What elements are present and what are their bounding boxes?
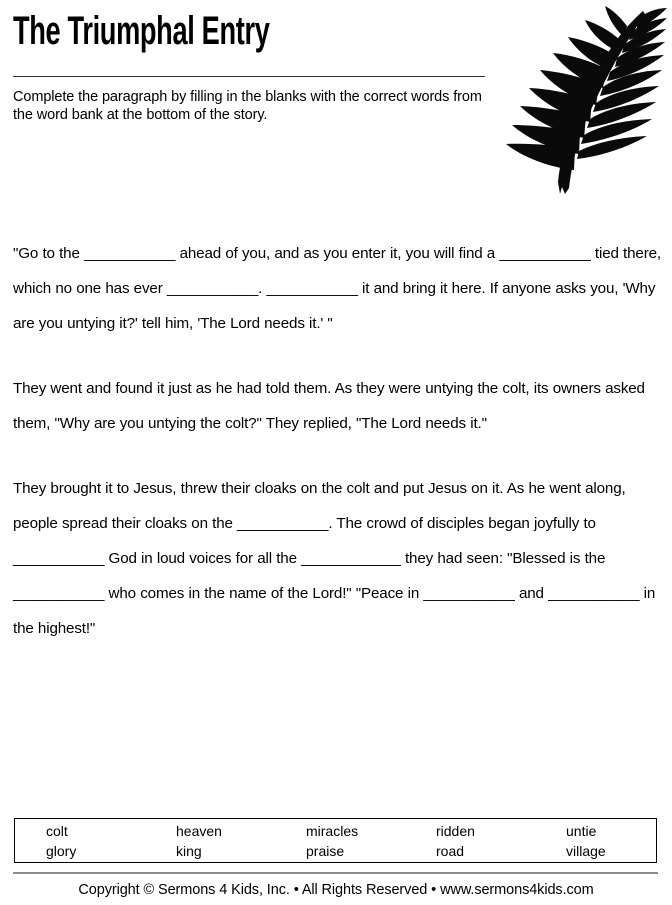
word-bank-word: praise — [306, 842, 345, 859]
word-bank — [14, 818, 657, 863]
word-bank-column — [46, 821, 176, 861]
word-bank-word: road — [436, 842, 465, 859]
worksheet-header — [13, 8, 485, 123]
story-body — [13, 236, 663, 646]
word-bank-word: village — [566, 842, 606, 859]
word-bank-column — [176, 821, 306, 861]
instructions-text: Complete the paragraph by filling in the blanks with the correct words from the word bank at the bottom of the story. — [13, 89, 482, 123]
word-bank-word: untie — [566, 822, 597, 839]
story-paragraph: "Go to the ___________ ahead of you, and as you enter it, you will find a ___________ tied there, which no one has ever ___________. ___________ it and bring it here. If anyone asks you, 'Why are you untying it?' tell him, 'The Lord needs it.' " — [13, 245, 661, 332]
word-bank-word: ridden — [436, 822, 475, 839]
word-bank-column — [306, 821, 436, 861]
copyright-text: Copyright © Sermons 4 Kids, Inc. • All Rights Reserved • www.sermons4kids.com — [78, 882, 594, 898]
palm-branch-icon — [487, 4, 669, 200]
word-bank-word: king — [176, 842, 202, 859]
story-paragraph: They brought it to Jesus, threw their cloaks on the colt and put Jesus on it. As he went along, people spread their cloaks on the ___________. The crowd of disciples began joyfully to ___________ God in loud voices for all the ____________ they had seen: "Blessed is the ___________ who comes in the name of the Lord!" "Peace in ___________ and ___________ in the highest!" — [13, 480, 656, 637]
word-bank-columns — [15, 821, 656, 861]
page-title: The Triumphal Entry — [13, 9, 270, 53]
story-paragraph: They went and found it just as he had told them. As they were untying the colt, its owners asked them, "Why are you untying the colt?" They replied, "The Lord needs it." — [13, 380, 645, 432]
word-bank-word: heaven — [176, 822, 222, 839]
word-bank-word: glory — [46, 842, 77, 859]
word-bank-column — [436, 821, 566, 861]
word-bank-column — [566, 821, 672, 861]
word-bank-word: colt — [46, 822, 68, 839]
title-divider — [13, 76, 485, 77]
word-bank-word: miracles — [306, 822, 359, 839]
footer-divider — [13, 872, 658, 874]
